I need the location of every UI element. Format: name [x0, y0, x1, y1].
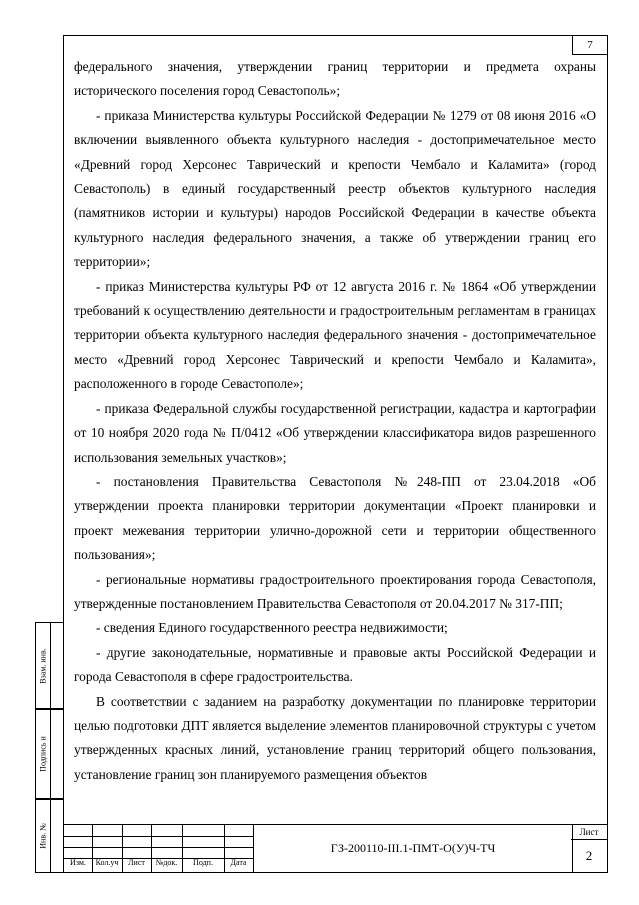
side-label-inv: Инв. № — [38, 822, 48, 849]
page-frame — [63, 35, 608, 873]
side-label-podpis: Подпись и — [38, 736, 48, 772]
paragraph-8: - другие законодательные, нормативные и правовые акты Российской Федерации и города Севастополя в сфере градостроительства. — [74, 644, 596, 685]
sheet-label: Лист — [571, 825, 607, 840]
header-izm: Изм. — [70, 858, 86, 867]
sheet-number: 2 — [585, 848, 593, 863]
paragraph-5: - постановления Правительства Севастополя №248-ПП от 23.04.2018 «Об утверждении проекта планировки территории документации «Проект планировки и проект межевания территории улично-дорожной сети и территории общественного пользования»; — [74, 473, 596, 563]
side-field-podpis — [35, 708, 63, 800]
paragraph-6: - региональные нормативы градостроительного проектирования города Севастополя, утвержденные постановлением Правительства Севастополя от 20.04.2017 № 317-ПП; — [74, 571, 596, 611]
header-podp: Подп. — [193, 858, 213, 867]
paragraph-4: - приказа Федеральной службы государственной регистрации, кадастра и картографии от 10 ноября 2020 года № П/0412 «Об утверждении классификатора видов разрешенного использования земельных участков»; — [74, 400, 596, 465]
document-body — [74, 55, 596, 787]
header-kol-uch: Кол.уч — [95, 858, 119, 867]
paragraph-9: В соответствии с заданием на разработку документации по планировке территории целью подготовки ДПТ является выделение элементов планировочной структуры с учетом утвержденных красных линий, установление границ территорий общего пользования, установление границ зон планируемого размещения объектов — [74, 693, 596, 782]
document-code: ГЗ-200110-III.1-ПМТ-О(У)Ч-ТЧ — [253, 825, 573, 872]
header-data: Дата — [230, 858, 247, 867]
title-block — [64, 824, 607, 872]
paragraph-7: - сведения Единого государственного реестра недвижимости; — [96, 620, 448, 636]
paragraph-1: федерального значения, утверждении границ территории и предмета охраны исторического поселения город Севастополь»; — [74, 59, 596, 99]
side-field-inv — [35, 798, 63, 873]
header-n-dok: №док. — [155, 858, 178, 867]
paragraph-3: - приказ Министерства культуры РФ от 12 августа 2016 г. № 1864 «Об утверждении требований к осуществлению деятельности и градостроительным регламентам в границах территории объекта культурного наследия федерального значения - достопримечательное место «Древний город Херсонес Таврический и крепости Чембало и Каламита», расположенного в городе Севастополе»; — [74, 278, 596, 392]
header-list: Лист — [128, 858, 145, 867]
paragraph-2: - приказа Министерства культуры Российской Федерации № 1279 от 08 июня 2016 «О включении выявленного объекта культурного наследия - достопримечательное место «Древний город Херсонес Таврический и крепости Чембало и Каламита» (город Севастополь) в единый государственный реестр объектов культурного наследия (памятников истории и культуры) народов Российской Федерации в качестве объекта культурного наследия федерального значения, а также об утверждении границ его территории»; — [74, 107, 596, 270]
page-number: 7 — [572, 36, 607, 55]
side-label-vzam: Взам. инв. — [38, 648, 48, 684]
side-field-vzam-inv — [35, 622, 63, 710]
revision-table — [64, 825, 253, 872]
